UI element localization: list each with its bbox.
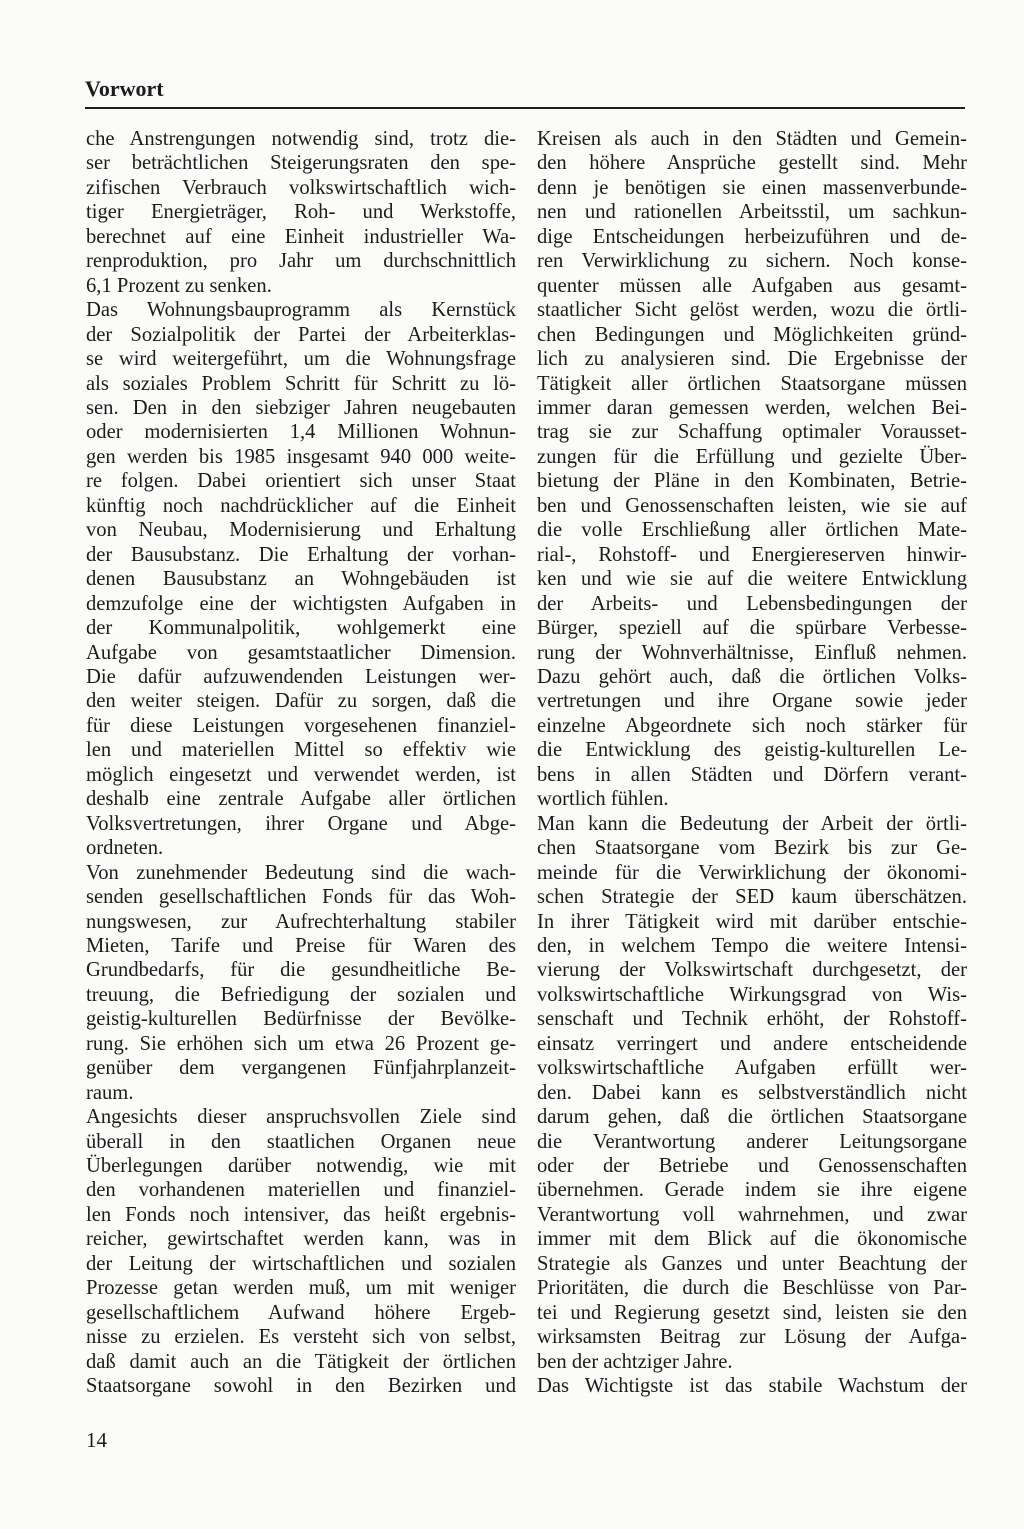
text-line: Strategie als Ganzes und unter Beachtung der xyxy=(537,1252,967,1275)
text-line: chen Bedingungen und Möglichkeiten gründ- xyxy=(537,323,967,346)
text-line: nen und rationellen Arbeitsstil, um sachkun- xyxy=(537,201,967,224)
text-line: geistig-kulturellen Bedürfnisse der Bevölke- xyxy=(86,1008,516,1031)
page-number: 14 xyxy=(86,1428,107,1452)
text-line: lich zu analysieren sind. Die Ergebnisse der xyxy=(537,348,967,371)
page-header xyxy=(85,77,965,109)
text-line: die Entwicklung des geistig-kulturellen Le- xyxy=(537,739,967,762)
text-line: deshalb eine zentrale Aufgabe aller örtlichen xyxy=(86,788,516,811)
text-line: überall in den staatlichen Organen neue xyxy=(86,1130,516,1153)
text-line: Tätigkeit aller örtlichen Staatsorgane müssen xyxy=(537,372,967,395)
text-line: dige Entscheidungen herbeizuführen und de- xyxy=(537,225,967,248)
text-line: den weiter steigen. Dafür zu sorgen, daß die xyxy=(86,690,516,713)
text-line: denn je benötigen sie einen massenverbunde- xyxy=(537,176,967,199)
text-line: vertretungen und ihre Organe sowie jeder xyxy=(537,690,967,713)
text-line: treuung, die Befriedigung der sozialen und xyxy=(86,983,516,1006)
text-line: ren Verwirklichung zu sichern. Noch konse- xyxy=(537,250,967,273)
text-line: volkswirtschaftliche Wirkungsgrad von Wis- xyxy=(537,983,967,1006)
text-line: ben und Genossenschaften leisten, wie sie auf xyxy=(537,494,967,517)
text-line: quenter müssen alle Aufgaben aus gesamt- xyxy=(537,274,967,297)
text-line: der Arbeits- und Lebensbedingungen der xyxy=(537,592,967,615)
text-line: Das Wichtigste ist das stabile Wachstum der xyxy=(537,1375,967,1398)
text-line: wirksamsten Beitrag zur Lösung der Aufga- xyxy=(537,1326,967,1349)
text-column-right xyxy=(537,127,967,1399)
text-line: Grundbedarfs, für die gesundheitliche Be- xyxy=(86,959,516,982)
text-line: renproduktion, pro Jahr um durchschnittlich xyxy=(86,250,516,273)
text-line: bietung der Pläne in den Kombinaten, Betrie- xyxy=(537,470,967,493)
text-line: den, in welchem Tempo die weitere Intensi- xyxy=(537,934,967,957)
text-line: zungen für die Erfüllung und gezielte Über- xyxy=(537,445,967,468)
text-line: volkswirtschaftliche Aufgaben erfüllt wer- xyxy=(537,1057,967,1080)
text-line: rung der Wohnverhältnisse, Einfluß nehmen. xyxy=(537,641,967,664)
text-line: darum gehen, daß die örtlichen Staatsorgane xyxy=(537,1106,967,1129)
text-line: berechnet auf eine Einheit industrieller Wa- xyxy=(86,225,516,248)
text-line: Mieten, Tarife und Preise für Waren des xyxy=(86,934,516,957)
text-line: se wird weitergeführt, um die Wohnungsfrage xyxy=(86,348,516,371)
text-line: Die dafür aufzuwendenden Leistungen wer- xyxy=(86,665,516,688)
text-line: daß damit auch an die Tätigkeit der örtlichen xyxy=(86,1350,516,1373)
text-line: nisse zu erzielen. Es versteht sich von selbst, xyxy=(86,1326,516,1349)
text-line: oder modernisierten 1,4 Millionen Wohnun- xyxy=(86,421,516,444)
text-line: immer daran gemessen werden, welchen Bei- xyxy=(537,396,967,419)
text-line: trag sie zur Schaffung optimaler Vorausset- xyxy=(537,421,967,444)
text-line: künftig noch nachdrücklicher auf die Einheit xyxy=(86,494,516,517)
text-line: der Leitung der wirtschaftlichen und sozialen xyxy=(86,1252,516,1275)
text-line: Prozesse getan werden muß, um mit weniger xyxy=(86,1277,516,1300)
section-title: Vorwort xyxy=(85,76,164,101)
text-line: Bürger, speziell auf die spürbare Verbesse- xyxy=(537,617,967,640)
text-line: demzufolge eine der wichtigsten Aufgaben in xyxy=(86,592,516,615)
text-line: der Bausubstanz. Die Erhaltung der vorhan- xyxy=(86,543,516,566)
text-line: ben der achtziger Jahre. xyxy=(537,1350,733,1373)
text-line: einsatz verringert und andere entscheidende xyxy=(537,1032,967,1055)
text-line: nungswesen, zur Aufrechterhaltung stabiler xyxy=(86,910,516,933)
text-line: Kreisen als auch in den Städten und Gemein- xyxy=(537,128,967,150)
text-line: ser beträchtlichen Steigerungsraten den spe- xyxy=(86,152,516,175)
text-line: der Kommunalpolitik, wohlgemerkt eine xyxy=(86,617,516,640)
text-line: rial-, Rohstoff- und Energiereserven hinwir- xyxy=(537,543,967,566)
text-line: gen werden bis 1985 insgesamt 940 000 weite- xyxy=(86,445,516,468)
text-line: Dazu gehört auch, daß die örtlichen Volks- xyxy=(537,665,967,688)
text-line: bens in allen Städten und Dörfern verant- xyxy=(537,763,967,786)
text-line: re folgen. Dabei orientiert sich unser Staat xyxy=(86,470,516,493)
text-line: möglich eingesetzt und verwendet werden, ist xyxy=(86,763,516,786)
text-line: Prioritäten, die durch die Beschlüsse von Par- xyxy=(537,1277,967,1300)
text-line: Man kann die Bedeutung der Arbeit der örtli- xyxy=(537,812,967,835)
text-line: die volle Erschließung aller örtlichen Mate- xyxy=(537,519,967,542)
text-line: chen Staatsorgane vom Bezirk bis zur Ge- xyxy=(537,837,967,860)
text-line: ordneten. xyxy=(86,837,164,860)
text-line: der Sozialpolitik der Partei der Arbeiterklas- xyxy=(86,323,516,346)
text-line: Verantwortung voll wahrnehmen, und zwar xyxy=(537,1203,967,1226)
text-line: einzelne Abgeordnete sich noch stärker für xyxy=(537,714,967,737)
text-line: ken und wie sie auf die weitere Entwicklung xyxy=(537,568,967,591)
text-line: denen Bausubstanz an Wohngebäuden ist xyxy=(86,568,516,591)
text-column-left xyxy=(86,127,516,1399)
text-line: In ihrer Tätigkeit wird mit darüber entschie- xyxy=(537,910,967,933)
text-line: raum. xyxy=(86,1081,134,1104)
text-line: den vorhandenen materiellen und finanziel- xyxy=(86,1179,516,1202)
text-line: Staatsorgane sowohl in den Bezirken und xyxy=(86,1375,516,1398)
text-line: tei und Regierung gesetzt sind, leisten sie den xyxy=(537,1301,967,1324)
text-line: von Neubau, Modernisierung und Erhaltung xyxy=(86,519,516,542)
text-line: oder der Betriebe und Genossenschaften xyxy=(537,1155,967,1178)
text-line: tiger Energieträger, Roh- und Werkstoffe, xyxy=(86,201,516,224)
text-line: rung. Sie erhöhen sich um etwa 26 Prozent ge- xyxy=(86,1032,516,1055)
text-line: Aufgabe von gesamtstaatlicher Dimension. xyxy=(86,641,516,664)
text-line: genüber dem vergangenen Fünfjahrplanzeit- xyxy=(86,1057,516,1080)
text-line: für diese Leistungen vorgesehenen finanziel- xyxy=(86,714,516,737)
text-line: Angesichts dieser anspruchsvollen Ziele sind xyxy=(86,1106,516,1129)
text-line: die Verantwortung anderer Leitungsorgane xyxy=(537,1130,967,1153)
text-line: immer mit dem Blick auf die ökonomische xyxy=(537,1228,967,1251)
text-line: zifischen Verbrauch volkswirtschaftlich wich- xyxy=(86,176,516,199)
text-line: Von zunehmender Bedeutung sind die wach- xyxy=(86,861,516,884)
text-line: reicher, gewirtschaftet werden kann, was in xyxy=(86,1228,516,1251)
text-line: gesellschaftlichem Aufwand höhere Ergeb- xyxy=(86,1301,516,1324)
text-line: Das Wohnungsbauprogramm als Kernstück xyxy=(86,299,516,322)
text-line: 6,1 Prozent zu senken. xyxy=(86,274,272,297)
text-line: len Fonds noch intensiver, das heißt ergebnis- xyxy=(86,1203,516,1226)
text-line: staatlicher Sicht gelöst werden, wozu die örtli- xyxy=(537,299,967,322)
text-line: Volksvertretungen, ihrer Organe und Abge- xyxy=(86,812,516,835)
text-line: che Anstrengungen notwendig sind, trotz die- xyxy=(86,128,516,150)
text-line: sen. Den in den siebziger Jahren neugebauten xyxy=(86,396,516,419)
text-line: übernehmen. Gerade indem sie ihre eigene xyxy=(537,1179,967,1202)
text-line: vierung der Volkswirtschaft durchgesetzt, der xyxy=(537,959,967,982)
text-line: schen Strategie der SED kaum überschätzen. xyxy=(537,886,967,909)
header-rule xyxy=(85,107,965,109)
text-line: wortlich fühlen. xyxy=(537,788,669,811)
text-line: len und materiellen Mittel so effektiv wie xyxy=(86,739,516,762)
text-line: senschaft und Technik erhöht, der Rohstoff- xyxy=(537,1008,967,1031)
text-line: den. Dabei kann es selbstverständlich nicht xyxy=(537,1081,967,1104)
text-line: senden gesellschaftlichen Fonds für das Woh- xyxy=(86,886,516,909)
text-line: als soziales Problem Schritt für Schritt zu lö- xyxy=(86,372,516,395)
text-line: den höhere Ansprüche gestellt sind. Mehr xyxy=(537,152,967,175)
text-line: meinde für die Verwirklichung der ökonomi- xyxy=(537,861,967,884)
text-line: Überlegungen darüber notwendig, wie mit xyxy=(86,1155,516,1178)
